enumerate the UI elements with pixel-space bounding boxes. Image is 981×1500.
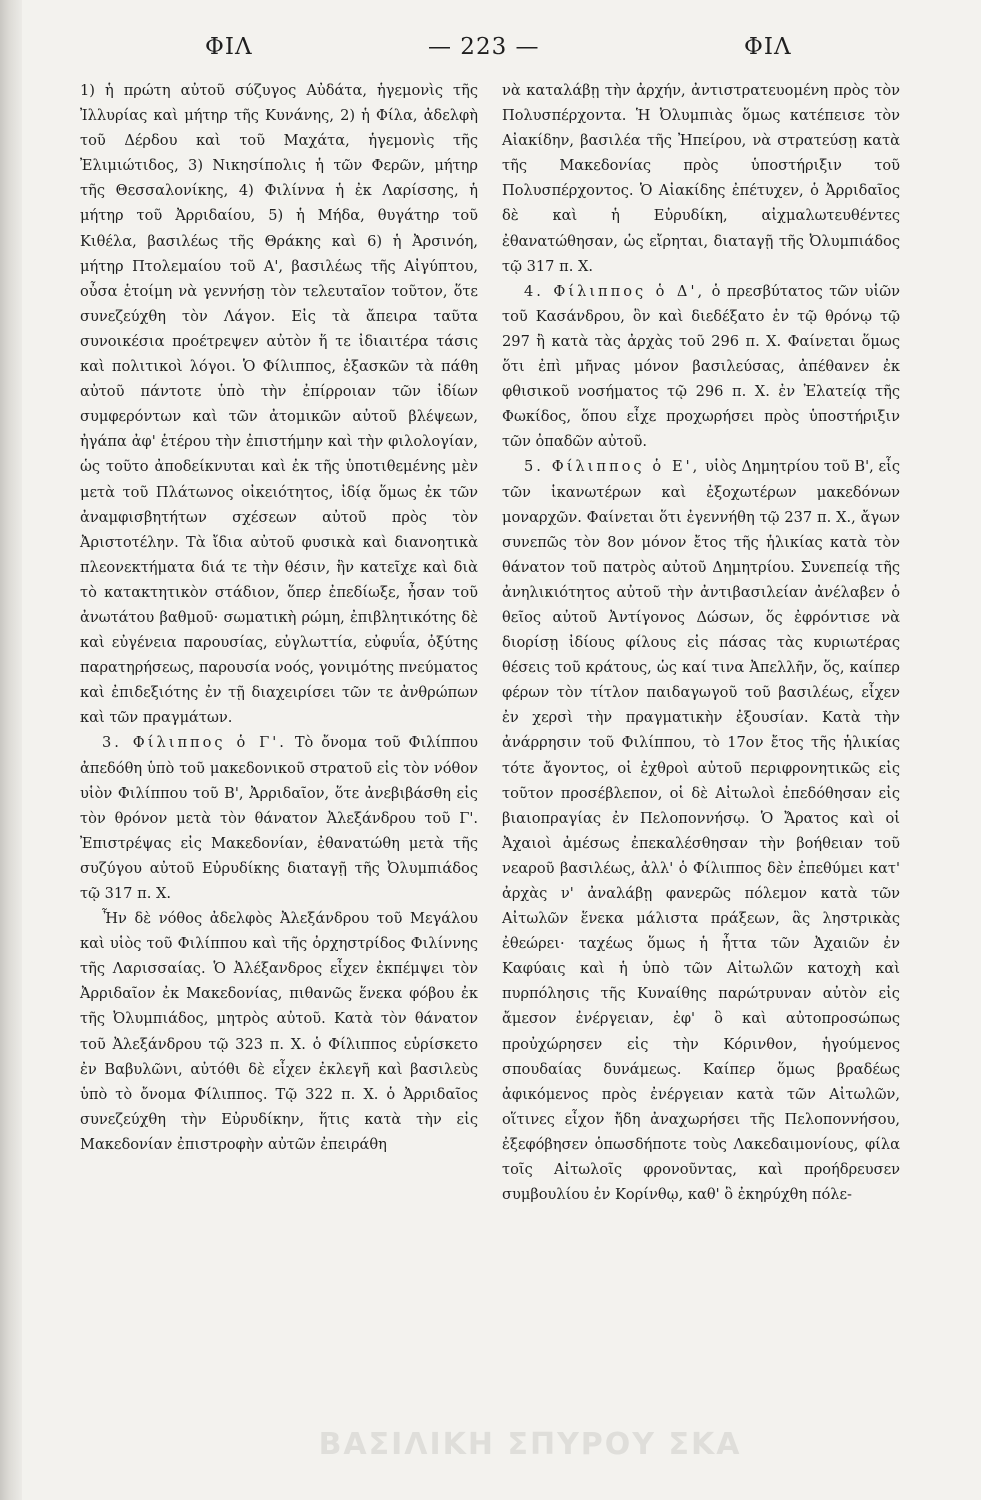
entry-philip-v (502, 454, 900, 1207)
entry-body: υἱὸς Δημητρίου τοῦ Β', εἷς τῶν ἱκανωτέρων καὶ ἐξοχωτέρων μακεδόνων μοναρχῶν. Φαίνεται ὅτι ἐγεννήθη τῷ 237 π. Χ., ἄγων συνεπῶς τὸν 8ον μόνον ἔτος τῆς ἡλικίας κατὰ τὸν θάνατον τοῦ πατρὸς αὐτοῦ Δημητρίου. Συνεπείᾳ τῆς ἀνηλικιότητος αὐτοῦ τὴν ἀντιβασιλείαν ἀνέλαβεν ὁ θεῖος αὐτοῦ Ἀντίγονος Δώσων, ὅς ἐφρόντισε νὰ διορίσῃ ἰδίους φίλους εἰς πάσας τὰς κυριωτέρας θέσεις τοῦ κράτους, ὡς καί τινα Ἀπελλῆν, ὅς, καίπερ φέρων τὸν τίτλον παιδαγωγοῦ τοῦ βασιλέως, εἶχεν ἐν χερσὶ τὴν πραγματικὴν ἐξουσίαν. Κατὰ τὴν ἀνάρρησιν τοῦ Φιλίππου, τὸ 17ον ἔτος τῆς ἡλικίας τότε ἄγοντος, οἱ ἐχθροὶ αὐτοῦ περιφρονητικῶς εἰς τοῦτον προσέβλεπον, οἱ δὲ Αἰτωλοὶ ἐπεδόθησαν εἰς βιαιοπραγίας ἐν Πελοποννήσῳ. Ὁ Ἄρατος καὶ οἱ Ἀχαιοὶ ἀμέσως ἐπεκαλέσθησαν τὴν βοήθειαν τοῦ νεαροῦ βασιλέως, ἀλλ' ὁ Φίλιππος δὲν ἐπεθύμει κατ' ἀρχὰς ν' ἀναλάβῃ φανερῶς πόλεμον κατὰ τῶν Αἰτωλῶν ἕνεκα μάλιστα πράξεων, ἃς ληστρικὰς ἐθεώρει· ταχέως ὅμως ἡ ἧττα τῶν Ἀχαιῶν ἐν Καφύαις καὶ ἡ ὑπὸ τῶν Αἰτωλῶν κατοχὴ καὶ πυρπόλησις τῆς Κυναίθης παρώτρυναν αὐτὸν εἰς ἄμεσον ἐνέργειαν, ἐφ' ὃ καὶ αὐτοπροσώπως προὐχώρησεν εἰς τὴν Κόρινθον, ἡγούμενος σπουδαίας δυνάμεως. Καίπερ ὅμως βραδέως ἀφικόμενος πρὸς ἐνέργειαν κατὰ τῶν Αἰτωλῶν, οἵτινες εἶχον ἤδη ἀναχωρήσει τῆς Πελοποννήσου, ἐξεφόβησεν ὁπωσδήποτε τοὺς Λακεδαιμονίους, φίλα τοῖς Αἰτωλοῖς φρονοῦντας, καὶ προήδρευσεν συμβουλίου ἐν Κορίνθῳ, καθ' ὃ ἐκηρύχθη πόλε- (502, 458, 901, 1204)
entry-title: 3. Φίλιππος ὁ Γ'. (102, 734, 287, 752)
paragraph-philip-ii-continued: 1) ἡ πρώτη αὐτοῦ σύζυγος Αὐδάτα, ἡγεμονὶς τῆς Ἰλλυρίας καὶ μήτηρ τῆς Κυνάνης, 2) ἡ Φίλα, ἀδελφὴ τοῦ Δέρδου καὶ τοῦ Μαχάτα, ἡγεμονὶς τῆς Ἐλιμιώτιδος, 3) Νικησίπολις ἡ τῶν Φερῶν, μήτηρ τῆς Θεσσαλονίκης, 4) Φιλίννα ἡ ἐκ Λαρίσσης, ἡ μήτηρ τοῦ Ἀρριδαίου, 5) ἡ Μήδα, θυγάτηρ τοῦ Κιθέλα, βασιλέως τῆς Θράκης καὶ 6) ἡ Ἀρσινόη, μήτηρ Πτολεμαίου τοῦ Α', βασιλέως τῆς Αἰγύπτου, οὖσα ἑτοίμη νὰ γεννήσῃ τὸν τελευταῖον τοῦτον, ὅτε συνεζεύχθη τὸν Λάγον. Εἰς τὰ ἄπειρα ταῦτα συνοικέσια προέτρεψεν αὐτὸν ἥ τε ἰδιαιτέρα τάσις καὶ πολιτικοὶ λόγοι. Ὁ Φίλιππος, ἐξασκῶν τὰ πάθη αὐτοῦ πάντοτε ὑπὸ τὴν ἐπίρροιαν τῶν ἰδίων συμφερόντων καὶ τῶν ἀτομικῶν αὐτοῦ βλέψεων, ἠγάπα ἀφ' ἑτέρου τὴν ἐπιστήμην καὶ τὴν φιλολογίαν, ὡς τοῦτο ἀποδείκνυται καὶ ἐκ τῆς ὑποτιθεμένης μὲν μετὰ τοῦ Πλάτωνος οἰκειότητος, ἰδίᾳ ὅμως ἐκ τῶν ἀναμφισβητήτων σχέσεων αὐτοῦ πρὸς τὸν Ἀριστοτέλην. Τὰ ἴδια αὐτοῦ φυσικὰ καὶ διανοητικὰ πλεονεκτήματα διά τε τὴν θέσιν, ἣν κατεῖχε καὶ διὰ τὸ κατακτητικὸν στάδιον, ὅπερ ἐπεδίωξε, ἦσαν τοῦ ἀνωτάτου βαθμοῦ· σωματικὴ ρώμη, ἐπιβλητικότης δὲ καὶ εὐγένεια παρουσίας, εὐγλωττία, εὐφυΐα, ὀξύτης παρατηρήσεως, παρουσία νοός, γονιμότης πνεύματος καὶ ἐπιδεξιότης ἐν τῇ διαχειρίσει τῶν τε ἀνθρώπων καὶ τῶν πραγμάτων. (80, 82, 478, 727)
entry-title: 4. Φίλιππος ὁ Δ', (524, 282, 706, 300)
paragraph-arrhidaeus: Ἦν δὲ νόθος ἀδελφὸς Ἀλεξάνδρου τοῦ Μεγάλου καὶ υἱὸς τοῦ Φιλίππου καὶ τῆς ὀρχηστρίδος Φιλίννης τῆς Λαρισσαίας. Ὁ Ἀλέξανδρος εἶχεν ἐκπέμψει τὸν Ἀρριδαῖον ἐκ Μακεδονίας, πιθανῶς ἕνεκα φόβου ἐκ τῆς Ὀλυμπιάδος, μητρὸς αὐτοῦ. Κατὰ τὸν θάνατον τοῦ Ἀλεξάνδρου τῷ 323 π. Χ. ὁ Φίλιππος εὑρίσκετο ἐν Βαβυλῶνι, αὐτόθι δὲ εἶχεν ἐκλεγῆ καὶ βασιλεὺς ὑπὸ τὸ ὄνομα Φίλιππος. Τῷ 322 π. Χ. ὁ Ἀρριδαῖος συνεζεύχθη τὴν Εὐρυδίκην, ἥτις κατὰ τὴν εἰς Μακεδονίαν ἐπιστροφὴν αὐτῶν ἐπειράθη (80, 910, 478, 1153)
book-spine-shadow (0, 0, 22, 1500)
running-head-left: ΦΙΛ (205, 34, 253, 60)
running-head-right: ΦΙΛ (744, 34, 792, 60)
entry-body: Τὸ ὄνομα τοῦ Φιλίππου ἀπεδόθη ὑπὸ τοῦ μακεδονικοῦ στρατοῦ εἰς τὸν νόθον υἱὸν Φιλίππου τοῦ Β', Ἀρριδαῖον, ὅτε ἀνεβιβάσθη εἰς τὸν θρόνον μετὰ τὸν θάνατον Ἀλεξάνδρου τοῦ Γ'. Ἐπιστρέψας εἰς Μακεδονίαν, ἐθανατώθη μετὰ τῆς συζύγου αὐτοῦ Εὐρυδίκης διαταγῇ τῆς Ὀλυμπιάδος τῷ 317 π. Χ. (80, 734, 479, 902)
library-watermark: ΒΑΣΙΛΙΚΗ ΣΠΥΡΟΥ ΣΚΑ (318, 1427, 742, 1462)
page-number: — 223 — (428, 34, 540, 60)
page-header (60, 34, 940, 74)
entry-title: 5. Φίλιππος ὁ Ε', (524, 458, 701, 476)
left-column (80, 78, 478, 1157)
right-column (502, 78, 900, 1207)
entry-philip-iv (502, 279, 900, 455)
entry-body: ὁ πρεσβύτατος τῶν υἱῶν τοῦ Κασάνδρου, ὃν καὶ διεδέξατο ἐν τῷ θρόνῳ τῷ 297 ἢ κατὰ τὰς ἀρχὰς τοῦ 296 π. Χ. Φαίνεται ὅμως ὅτι ἐπὶ μῆνας μόνον βασιλεύσας, ἀπέθανεν ἐκ φθισικοῦ νοσήματος τῷ 296 π. Χ. ἐν Ἐλατείᾳ τῆς Φωκίδος, ὅπου εἶχε προχωρήσει πρὸς ὑποστήριξιν τῶν ὀπαδῶν αὐτοῦ. (502, 282, 900, 451)
paragraph-arrhidaeus-continued: νὰ καταλάβῃ τὴν ἀρχήν, ἀντιστρατευομένη πρὸς τὸν Πολυσπέρχοντα. Ἡ Ὀλυμπιὰς ὅμως κατέπεισε τὸν Αἰακίδην, βασιλέα τῆς Ἠπείρου, νὰ στρατεύσῃ κατὰ τῆς Μακεδονίας πρὸς ὑποστήριξιν τοῦ Πολυσπέρχοντος. Ὁ Αἰακίδης ἐπέτυχεν, ὁ Ἀρριδαῖος δὲ καὶ ἡ Εὐρυδίκη, αἰχμαλωτευθέντες ἐθανατώθησαν, ὡς εἴρηται, διαταγῇ τῆς Ὀλυμπιάδος τῷ 317 π. Χ. (502, 82, 900, 275)
entry-philip-iii (80, 730, 478, 906)
